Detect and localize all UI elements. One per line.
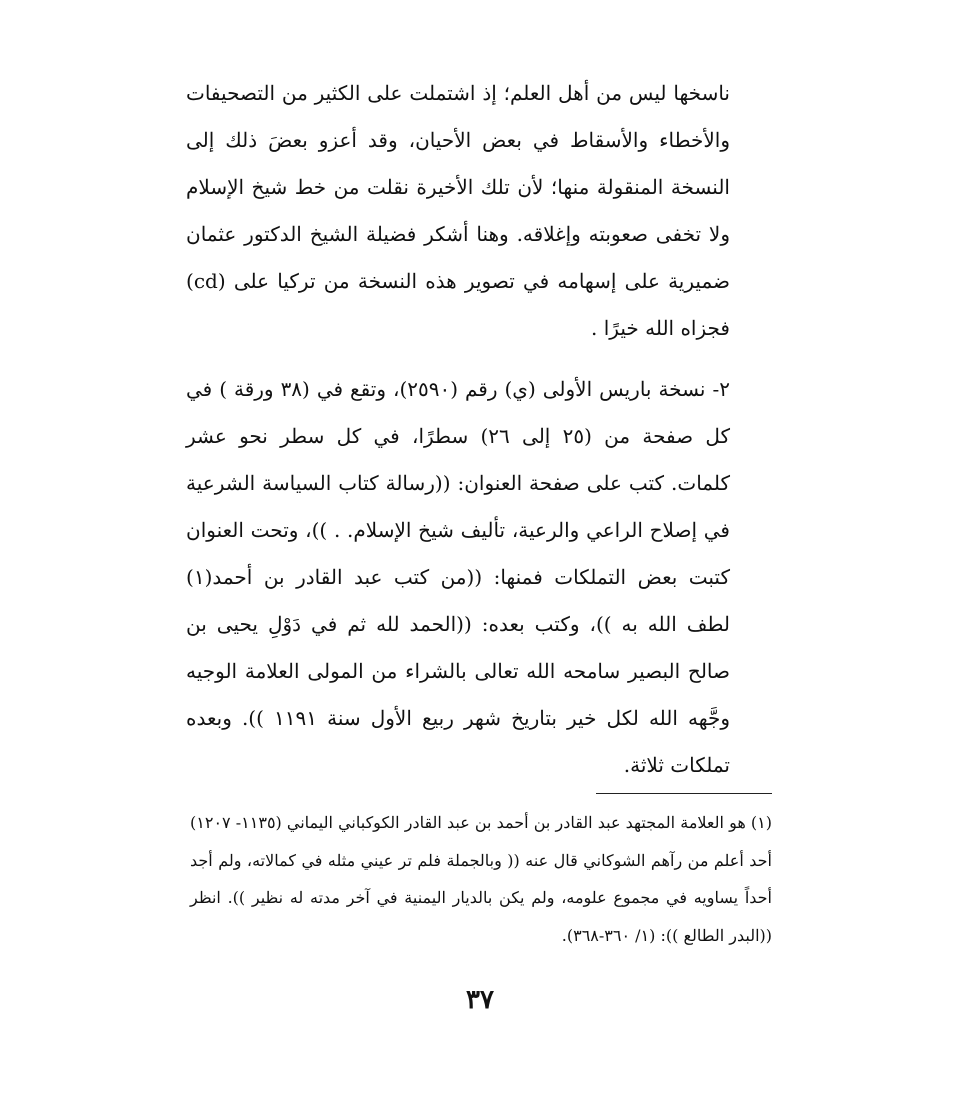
paragraph-paris-manuscript: ٢- نسخة باريس الأولى (ي) رقم (٢٥٩٠)، وتقع في (٣٨ ورقة ) في كل صفحة من (٢٥ إلى ٢٦) سطرًا، في كل سطر نحو عشر كلمات. كتب على صفحة العنوان: ((رسالة كتاب السياسة الشرعية في إصلاح الراعي والرعية، تأليف شيخ الإسلام. . ))، وتحت العنوان كتبت بعض التملكات فمنها: ((من كتب عبد القادر بن أحمد(١) لطف الله به ))، وكتب بعده: ((الحمد لله ثم في دَوْلِ يحيى بن صالح البصير سامحه الله تعالى بالشراء من المولى العلامة الوجيه وجَّهه الله لكل خير بتاريخ شهر ربيع الأول سنة ١١٩١ )). وبعده تملكات ثلاثة. bbox=[186, 377, 731, 777]
footnote: (١) هو العلامة المجتهد عبد القادر بن أحمد بن عبد القادر الكوكباني اليماني (١١٣٥- ١٢٠٧) أحد أعلم من رآهم الشوكاني قال عنه (( وبالجملة فلم تر عيني مثله في كمالاته، ولم أجد أحداً يساويه في مجموع علومه، ولم يكن بالديار اليمنية في آخر مدته له نظير )). انظر ((البدر الطالع )): (١/ ٣٦٠-٣٦٨). bbox=[190, 813, 772, 945]
main-text bbox=[186, 70, 730, 789]
paragraph-manuscript-description: ناسخها ليس من أهل العلم؛ إذ اشتملت على الكثير من التصحيفات والأخطاء والأسقاط في بعض الأحيان، وقد أعزو بعضَ ذلك إلى النسخة المنقولة منها؛ لأن تلك الأخيرة نقلت من خط شيخ الإسلام ولا تخفى صعوبته وإغلاقه. وهنا أشكر فضيلة الشيخ الدكتور عثمان ضميرية على إسهامه في تصوير هذه النسخة من تركيا على (cd) فجزاه الله خيرًا . bbox=[186, 81, 730, 340]
footnote-separator bbox=[596, 793, 772, 794]
page-number: ٣٧ bbox=[466, 985, 494, 1015]
